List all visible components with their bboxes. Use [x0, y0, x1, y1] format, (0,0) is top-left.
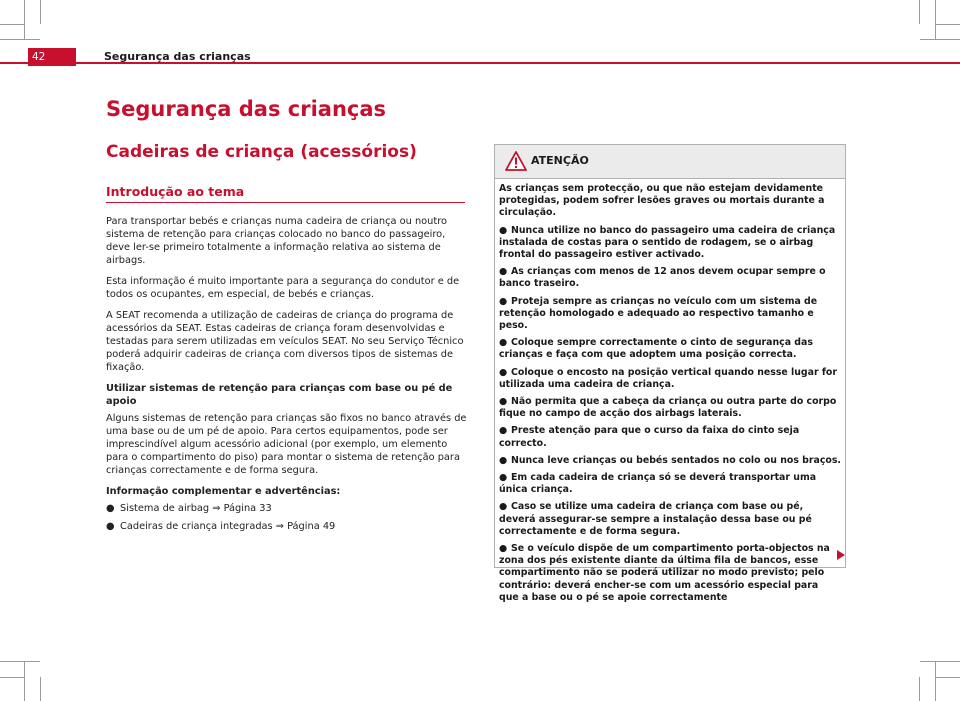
crop-mark [24, 661, 25, 701]
paragraph: Alguns sistemas de retenção para crianças são fixos no banco através de uma base ou de um pé de apoio. Para certos equipamentos, pode ser imprescindível algum acessório adicional (por exemplo, um elemento para o compartimento do piso) para montar o sistema de retenção para crianças correctamente e de forma segura. [106, 413, 467, 476]
crop-mark [919, 0, 920, 24]
body-column [106, 215, 468, 538]
crop-mark [936, 24, 960, 25]
warning-item: ● Coloque sempre correctamente o cinto de segurança das crianças e faça com que adoptem uma posição correcta. [499, 337, 813, 361]
bullet-icon: ● [499, 501, 508, 513]
crop-mark [920, 661, 960, 662]
subsection-rule [106, 202, 465, 203]
warning-body [495, 179, 845, 604]
subsection-title: Introdução ao tema [106, 184, 245, 199]
crop-mark [40, 677, 41, 701]
warning-item: ● Caso se utilize uma cadeira de criança com base ou pé, deverá assegurar-se sempre a instalação dessa base ou pé correctamente e de forma segura. [499, 501, 812, 537]
continue-arrow-icon [837, 550, 845, 560]
section-title: Cadeiras de criança (acessórios) [106, 142, 417, 162]
bullet-icon: ● [499, 266, 508, 278]
crop-mark [0, 24, 24, 25]
warning-item: ● Nunca utilize no banco do passageiro uma cadeira de criança instalada de costas para o sentido de rodagem, se o airbag frontal do passageiro estiver activado. [499, 224, 836, 261]
crop-mark [0, 677, 24, 678]
subheading: Utilizar sistemas de retenção para crianças com base ou pé de apoio [106, 383, 453, 407]
bullet-icon: ● [499, 454, 508, 466]
paragraph: Para transportar bebés e crianças numa cadeira de criança ou noutro sistema de retenção para crianças colocado no banco do passageiro, deve ler-se primeiro totalmente a informação relativa ao sistema de airbags. [106, 216, 448, 266]
crop-mark [919, 677, 920, 701]
bullet-icon: ● [499, 366, 508, 378]
warning-item: ● Em cada cadeira de criança só se deverá transportar uma única criança. [499, 472, 817, 496]
page-title: Segurança das crianças [106, 97, 387, 121]
crop-mark [920, 39, 960, 40]
reference-item [106, 502, 468, 515]
reference-list [106, 502, 468, 533]
crop-mark [0, 39, 40, 40]
warning-intro: As crianças sem protecção, ou que não estejam devidamente protegidas, podem sofrer lesões graves ou mortais durante a circulação. [499, 183, 825, 219]
reference-link[interactable]: Sistema de airbag ⇒ Página 33 [120, 503, 272, 514]
crop-mark [936, 677, 960, 678]
reference-item [106, 520, 468, 533]
subheading: Informação complementar e advertências: [106, 486, 341, 497]
warning-box [494, 144, 846, 603]
warning-item: ● Proteja sempre as crianças no veículo com um sistema de retenção homologado e adequado ao respectivo tamanho e peso. [499, 295, 818, 332]
page-number: 42 [28, 48, 76, 66]
warning-item: ● As crianças com menos de 12 anos devem ocupar sempre o banco traseiro. [499, 266, 826, 290]
warning-item: ● Coloque o encosto na posição vertical quando nesse lugar for utilizada uma cadeira de criança. [499, 366, 838, 390]
crop-mark [935, 661, 936, 701]
warning-item: ● Preste atenção para que o curso da faixa do cinto seja correcto. [499, 425, 800, 449]
crop-mark [24, 0, 25, 40]
paragraph: Esta informação é muito importante para a segurança do condutor e de todos os ocupantes, em especial, de bebés e crianças. [106, 276, 460, 300]
bullet-icon: ● [499, 295, 508, 307]
warning-triangle-icon [505, 151, 527, 171]
bullet-icon: ● [499, 543, 508, 555]
bullet-icon: ● [499, 425, 508, 437]
warning-item: ● Não permita que a cabeça da criança ou outra parte do corpo fique no campo de acção dos airbags laterais. [499, 396, 837, 420]
crop-mark [935, 0, 936, 40]
warning-item: ● Se o veículo dispõe de um compartimento porta-objectos na zona dos pés existente diante da última fila de bancos, esse compartimento não se poderá utilizar no modo previsto; pelo contrário: deverá encher-se com um acessório especial para que a base ou o pé se apoie correctamente [499, 543, 830, 603]
bullet-icon: ● [499, 337, 508, 349]
bullet-icon: ● [106, 521, 115, 532]
warning-item: ● Nunca leve crianças ou bebés sentados no colo ou nos braços. [499, 454, 841, 466]
reference-link[interactable]: Cadeiras de criança integradas ⇒ Página 49 [120, 521, 336, 532]
paragraph: A SEAT recomenda a utilização de cadeiras de criança do programa de acessórios da SEAT. Estas cadeiras de criança foram desenvolvidas e testadas para serem utilizadas em veículos SEAT. No seu Serviço Técnico poderá adquirir cadeiras de criança com diversos tipos de sistemas de fixação. [106, 310, 464, 373]
crop-mark [0, 661, 40, 662]
running-title: Segurança das crianças [104, 50, 251, 63]
warning-title: ATENÇÃO [531, 154, 589, 167]
crop-mark [40, 0, 41, 24]
bullet-icon: ● [499, 472, 508, 484]
bullet-icon: ● [499, 396, 508, 408]
warning-header [495, 145, 845, 179]
bullet-icon: ● [499, 224, 508, 236]
bullet-icon: ● [106, 503, 115, 514]
